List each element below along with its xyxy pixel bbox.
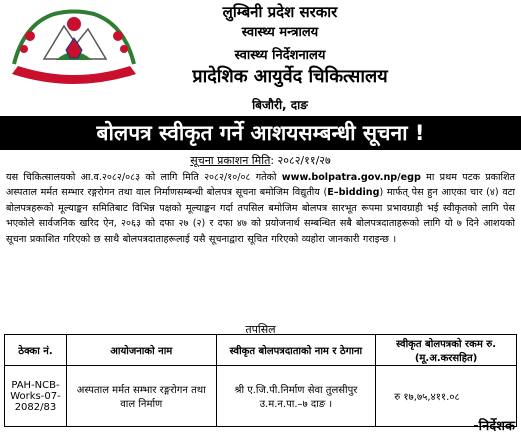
table-caption: तपसिल <box>245 323 276 336</box>
hospital-location: बिजौरी, दाङ <box>252 98 308 112</box>
body-text-1: यस चिकित्सालयको आ.व.२०८२/०८३ को लागि मिति २०८२/१०/०८ गतेको <box>6 172 282 183</box>
details-table <box>4 334 517 427</box>
table-header-row <box>5 335 517 366</box>
ministry-name: स्वास्थ्य मन्त्रालय <box>241 25 319 40</box>
hospital-name: प्रादेशिक आयुर्वेद चिकित्सालय <box>192 66 388 87</box>
cell-project-name: अस्पताल मर्मत सम्भार रङ्गरोगन तथा वाल निर्माण <box>66 366 216 427</box>
header-contract-no: ठेक्का नं. <box>5 335 67 366</box>
signature: -निर्देशक <box>473 419 515 434</box>
notice-body <box>6 170 515 247</box>
body-text-2: मा प्रथम पटक प्रकाशित अस्पताल मर्मत सम्भार रङ्गरोगन तथा वाल निर्माणसम्बन्धी बोलपत्र सूचना बमोजिम विद्युतीय ( <box>6 172 516 199</box>
header-amount: स्वीकृत बोलपत्रको रकम रु. (मू.अ.करसहित) <box>376 335 517 366</box>
cell-bidder: श्री ए.जि.पी.निर्माण सेवा तुलसीपुर उ.म.न.पा.–७ दाङ । <box>216 366 376 427</box>
header-bidder: स्वीकृत बोलपत्रदाताको नाम र ठेगाना <box>216 335 376 366</box>
government-name: लुम्बिनी प्रदेश सरकार <box>222 3 338 21</box>
table-row <box>5 366 517 427</box>
cell-amount: रु १७,७५,४११.०८ <box>376 366 517 427</box>
publication-date-value: : २०८२/११/२७ <box>270 154 331 167</box>
notice-title-banner: बोलपत्र स्वीकृत गर्ने आशयसम्बन्धी सूचना ! <box>0 116 521 150</box>
publication-date-label: सूचना प्रकाशन मिति <box>190 154 271 167</box>
directorate-name: स्वास्थ्य निर्देशनालय <box>234 48 326 63</box>
ebidding-label: E–bidding <box>327 187 380 199</box>
header-project-name: आयोजनाको नाम <box>66 335 216 366</box>
publication-date <box>0 153 521 168</box>
egp-url: www.bolpatra.gov.np/egp <box>281 172 421 183</box>
cell-contract-no: PAH-NCB-Works-07-2082/83 <box>5 366 67 427</box>
body-text-3: ) मार्फत् पेस हुन आएका चार (४) वटा बोलपत्रहरूको मूल्याङ्कन समितिबाट विभिन्न पक्षको मूल्याङ्कन गर्दा तपसिल बमोजिम बोलपत्र सारभूत रूपमा प्रभावग्राही भई स्वीकृतको लागि पेस भएकोले सार्वजनिक खरिद ऐन, २०६३ को दफा २७ (२) र दफा ४७ को प्रयोजनार्थ सम्बन्धित सबै बोलपत्रदाताहरूको लागि यो ७ दिने आशयको सूचना प्रकाशित गरिएको छ साथै बोलपत्रदाताहरूलाई यसै सूचनाद्वारा सूचित गरिएको व्यहोरा जानकारी गराइन्छ । <box>6 187 515 245</box>
